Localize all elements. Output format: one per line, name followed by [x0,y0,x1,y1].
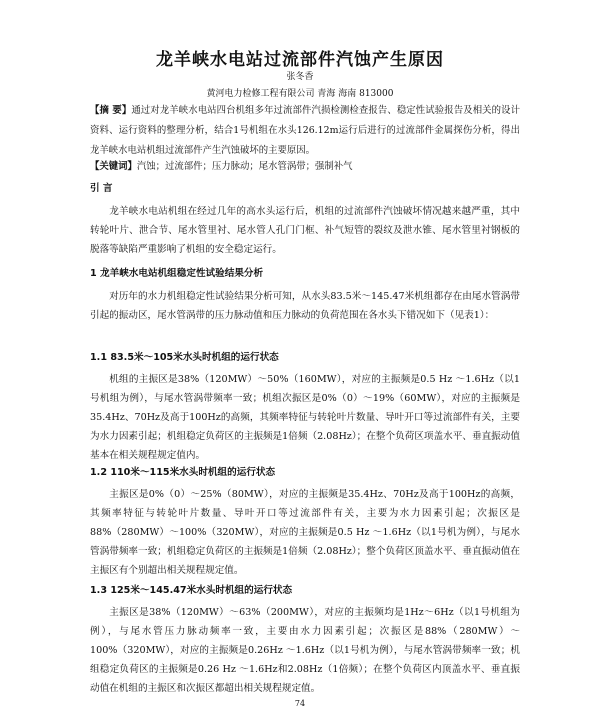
section-1-2-heading: 1.2 110米～115米水头时机组的运行状态 [90,467,276,478]
abstract [90,101,520,161]
section-1-heading: 1 龙羊峡水电站机组稳定性试验结果分析 [90,268,264,279]
section-1-1-text: 机组的主振区是38%（120MW）～50%（160MW），对应的主振频是0.5 Hz ～1.6Hz（以1号机组为例），与尾水管涡带频率一致；机组次振区是0%（0）～19%（60MW），对应的主振频是35.4Hz、70Hz及高于100Hz的高频，其频率特征与转轮叶片数量、导叶开口等过流部件有关，主要为水力因素引起；机组稳定负荷区的主振频是1倍频（2.08Hz）；在整个负荷区项盖水平、垂直振动值基本在相关规程规定值内。 [90,374,520,461]
abstract-label: 【摘 要】 [90,105,132,116]
keywords [90,157,520,176]
author-affiliation: 黄河电力检修工程有限公司 青海 海南 813000 [206,89,394,99]
author-name: 张冬香 [286,72,314,82]
section-1-text: 对历年的水力机组稳定性试验结果分析可知，从水头83.5米～145.47米机组都存在由尾水管涡带引起的振动区，尾水管涡带的压力脉动值和压力脉动的负荷范围在各水头下错况如下（见表1）： [90,291,520,321]
section-1-3-text: 主振区是38%（120MW）～63%（200MW），对应的主振频均是1Hz～6Hz（以1号机组为例），与尾水管压力脉动频率一致，主要由水力因素引起；次振区是88%（280MW）～100%（320MW），对应的主振频是0.26Hz ～1.6Hz（以1号机为例），与尾水管涡带频率一致；机组稳定负荷区的主振频是0.26 Hz ～1.6Hz和2.08Hz（1倍频）；在整个负荷区内顶盖水平、垂直振动值在机组的主振区和次振区都超出相关规程规定值。 [90,607,520,694]
keywords-label: 【关键词】 [90,161,137,172]
intro-heading: 引 言 [90,183,113,194]
section-1-3-heading: 1.3 125米～145.47米水头时机组的运行状态 [90,585,293,596]
paper-title: 龙羊峡水电站过流部件汽蚀产生原因 [156,50,444,71]
abstract-text: 通过对龙羊峡水电站四台机组多年过流部件汽损检测检查报告、稳定性试验报告及相关的设计资料、运行资料的整理分析，结合1号机组在水头126.12m运行后进行的过流部件金属探伤分析，得出龙羊峡水电站机组过流部件产生汽蚀破坏的主要原因。 [90,105,520,156]
section-1-2-text: 主振区是0%（0）～25%（80MW），对应的主振频是35.4Hz、70Hz及高于100Hz的高频，其频率特征与转轮叶片数量、导叶开口等过流部件有关，主要为水力因素引起；次振区是88%（280MW）～100%（320MW），对应的主振频是0.5 Hz ～1.6Hz（以1号机为例），与尾水管涡带频率一致；机组稳定负荷区的主振频是1倍频（2.08Hz）；整个负荷区顶盖水平、垂直振动值在主振区有个别超出相关规程规定值。 [90,489,520,576]
keywords-text: 汽蚀；过流部件；压力脉动；尾水管涡带；强制补气 [136,161,353,172]
section-1-1-heading: 1.1 83.5米～105米水头时机组的运行状态 [90,352,279,363]
intro-text: 龙羊峡水电站机组在经过几年的高水头运行后，机组的过流部件汽蚀破坏情况越来越严重，其中转轮叶片、泄合节、尾水管里衬、尾水管人孔门门框、补气短管的裂纹及泄水锥、尾水管里衬钢板的脱落等缺陷严重影响了机组的安全稳定运行。 [90,206,520,255]
page-number: 74 [294,699,306,708]
